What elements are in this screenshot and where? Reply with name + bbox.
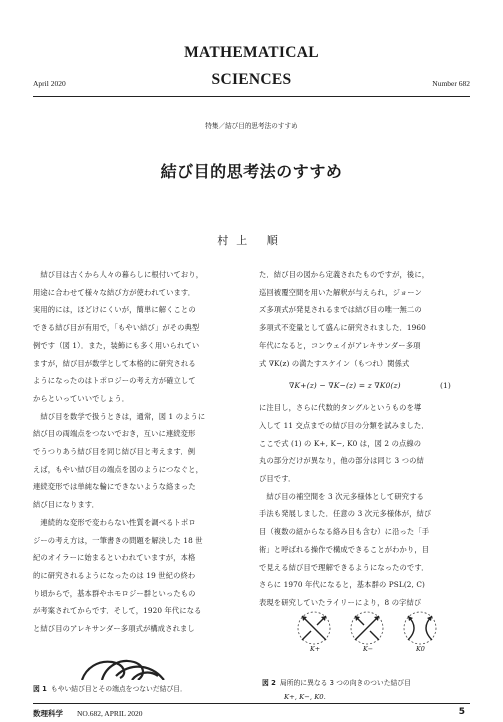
body-line: からといっていいでしょう．: [33, 393, 130, 403]
body-line: 紀のオイラーに始まるといわれていますが，本格: [33, 553, 196, 563]
body-line: 年代になると，コンウェイがアレキサンダー多項: [259, 340, 421, 350]
equation-block: [259, 372, 471, 399]
issue-date: April 2020: [33, 79, 66, 88]
body-line: 巡回被覆空間を用いた解釈が与えられ，ジョーン: [259, 287, 422, 297]
footer-journal: [33, 708, 143, 719]
body-line: 丸の部分だけが異なり，他の部分は同じ 3 つの結: [259, 456, 424, 466]
figure1-caption: [33, 683, 187, 693]
masthead-title-line2: SCIENCES: [211, 71, 292, 88]
left-column: [33, 266, 238, 638]
body-line: ズ多項式が発見されるまでは結び目の唯一無二の: [259, 305, 422, 315]
body-line: 多項式不変量として盛んに研究されました．1960: [259, 323, 426, 333]
body-line: 結び目の補空間を 3 次元多様体として研究する: [259, 491, 424, 501]
body-line: ますが，結び目が数学として本格的に研究される: [33, 358, 196, 368]
body-line: り頃からで，基本群やホモロジー群といったもの: [33, 588, 196, 598]
body-line: ジーの考え方は，一筆書きの問題を解決した 18 世: [33, 535, 203, 545]
page-number: 5: [458, 707, 465, 717]
body-line: 例です（図 1）．また，装飾にも多く用いられてい: [33, 340, 200, 350]
figure2-caption-line1: 局所的に異なる 3 つの向きのついた結び目: [279, 679, 411, 687]
masthead-title-line1: MATHEMATICAL: [184, 44, 319, 61]
figure1-bowline-knot: [72, 656, 182, 680]
body-line: 表現を研究していたライリーにより，8 の字結び: [259, 597, 422, 607]
author-name: 村上 順: [217, 234, 286, 247]
body-line: 手法も発展しました．任意の 3 次元多様体が，結び: [259, 509, 432, 519]
body-line: 目（複数の紐からなる絡み目も含む）に沿った「手: [259, 527, 430, 537]
footer-issue: NO.682, APRIL 2020: [77, 709, 143, 718]
footer-journal-name: 数理科学: [33, 709, 63, 718]
series-label: 特集／結び目的思考法のすすめ: [205, 122, 298, 130]
figure2-caption-line2: K+, K−, K0.: [284, 693, 326, 701]
body-line: 式 ∇K(z) の満たすスケイン（もつれ）関係式: [259, 358, 410, 368]
body-line: 結び目は古くから人々の暮らしに根付いており，: [33, 270, 204, 279]
figure2-crossing-diagrams: [292, 610, 442, 646]
body-line: 連続変形では単純な輪にできないような絡まった: [33, 482, 196, 492]
body-line: でうつりあう結び目を同じ結び目と考えます．例: [33, 447, 196, 457]
figure2-caption: [262, 676, 411, 704]
issue-number: Number 682: [432, 79, 470, 88]
body-line: 術」と呼ばれる操作で構成できることがわかり，目: [259, 544, 430, 554]
figure2-crossings: [292, 610, 442, 658]
bottom-rule: [33, 703, 470, 704]
body-line: 連続的な変形で変わらない性質を調べるトポロ: [33, 517, 196, 527]
figure2-number: 図 2: [262, 679, 276, 687]
body-line: 用途に合わせて様々な結び方が使われています．: [33, 287, 196, 297]
body-line: ここで式 (1) の K+, K−, K0 は，図 2 の点線の: [259, 438, 422, 448]
figure1-caption-text: もやい結び目とその端点をつないだ結び目．: [50, 685, 187, 693]
body-line: ようになったのはトポロジーの考え方が確立して: [33, 376, 196, 386]
body-line: と結び目のアレキサンダー多項式が構成されまし: [33, 624, 195, 634]
right-column: [259, 266, 471, 612]
figure2-label-kzero: K0: [416, 645, 425, 653]
body-line: 的に研究されるようになったのは 19 世紀の終わ: [33, 570, 196, 580]
body-line: が考案されてからです．そして，1920 年代になる: [33, 606, 202, 616]
body-line: 結び目になります．: [33, 500, 99, 510]
body-line: 結び目の両端点をつないでおき，互いに連続変形: [33, 429, 196, 439]
body-line: さらに 1970 年代になると，基本群の PSL(2, C): [259, 580, 425, 590]
body-line: 結び目を数学で扱うときは，通常，図 1 のように: [33, 411, 206, 421]
body-line: えば，もやい結び目の端点を図のようにつなぐと，: [33, 464, 203, 474]
body-line: に注目し，さらに代数的タングルというものを導: [259, 403, 422, 413]
body-line: 入して 11 交点までの結び目の分類を試みました．: [259, 420, 429, 430]
body-line: で見える結び目で理解できるようになったのです．: [259, 562, 429, 572]
figure1-number: 図 1: [33, 685, 47, 693]
top-rule: [33, 96, 470, 97]
body-line: 実用的には，ほどけにくいが，簡単に解くことの: [33, 305, 196, 315]
figure2-label-kplus: K+: [310, 645, 321, 653]
equation-number: (1): [439, 381, 451, 391]
article-title: 結び目的思考法のすすめ: [160, 162, 343, 181]
equation: ∇K+(z) − ∇K−(z) = z ∇K0(z): [289, 381, 401, 391]
body-line: できる結び目が有用で，「もやい結び」がその典型: [33, 323, 200, 333]
body-line: た．結び目の図から定義されたものですが，後に，: [259, 270, 430, 279]
body-line: び目です．: [259, 474, 296, 484]
figure2-label-kminus: K−: [363, 645, 374, 653]
